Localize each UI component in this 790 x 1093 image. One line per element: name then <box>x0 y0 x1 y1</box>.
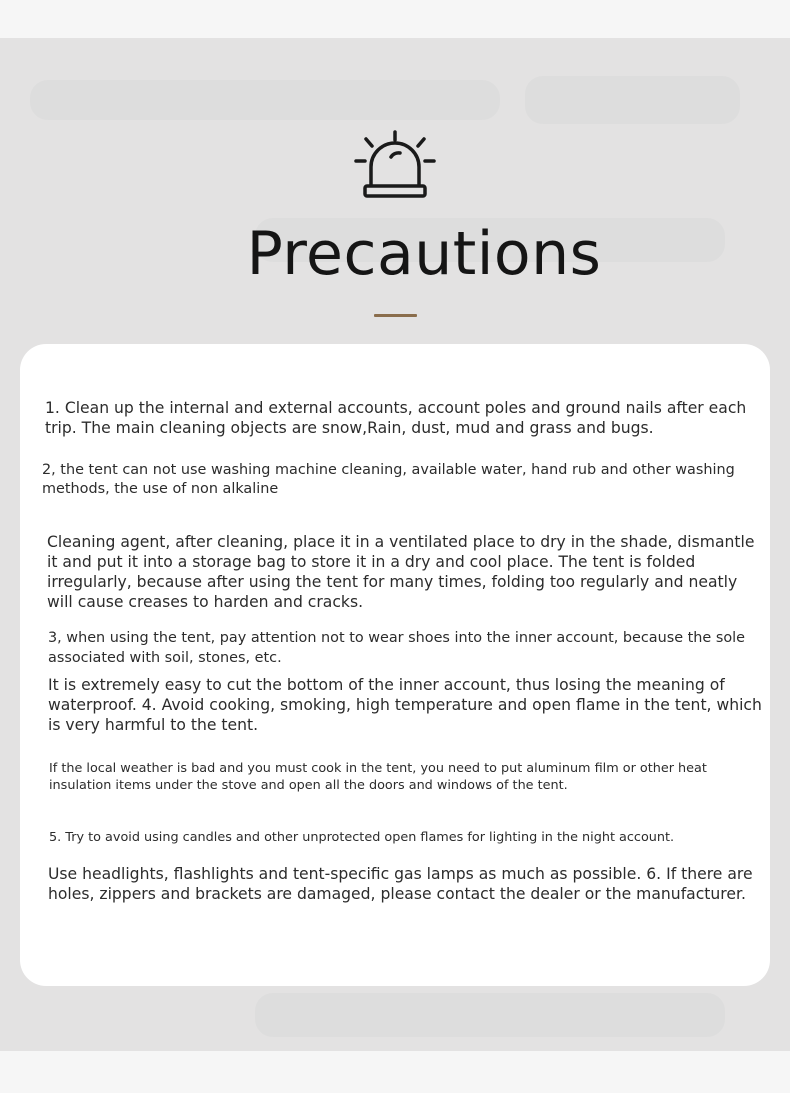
precaution-paragraph: Use headlights, flashlights and tent-specific gas lamps as much as possible. 6. If there are holes, zippers and brackets are damaged, please contact the dealer or the manufacturer. <box>48 865 753 903</box>
alarm-light-icon <box>353 129 437 199</box>
precaution-paragraph: 2, the tent can not use washing machine cleaning, available water, hand rub and other washing methods, the use of non alkaline <box>42 462 735 497</box>
precaution-paragraph: If the local weather is bad and you must cook in the tent, you need to put aluminum film or other heat insulation items under the stove and open all the doors and windows of the tent. <box>49 761 707 793</box>
watermark-band <box>255 993 725 1037</box>
bottom-strip <box>0 1051 790 1093</box>
precaution-paragraph: 3, when using the tent, pay attention not to wear shoes into the inner account, because the sole associated with soil, stones, etc. <box>48 630 745 666</box>
precaution-paragraph: 1. Clean up the internal and external accounts, account poles and ground nails after each trip. The main cleaning objects are snow,Rain, dust, mud and grass and bugs. <box>45 399 747 437</box>
top-strip <box>0 0 790 38</box>
precaution-paragraph: Cleaning agent, after cleaning, place it in a ventilated place to dry in the shade, dismantle it and put it into a storage bag to store it in a dry and cool place. The tent is folded irregularly, because after using the tent for many times, folding too regularly and neatly will cause creases to harden and cracks. <box>47 533 755 611</box>
title-divider <box>374 314 417 317</box>
watermark-band <box>525 76 740 124</box>
precaution-paragraph: It is extremely easy to cut the bottom of the inner account, thus losing the meaning of waterproof. 4. Avoid cooking, smoking, high temperature and open flame in the tent, which is very harmful to the tent. <box>48 676 762 734</box>
page-title: Precautions <box>246 219 602 289</box>
precaution-paragraph: 5. Try to avoid using candles and other unprotected open flames for lighting in the night account. <box>49 830 675 845</box>
watermark-band <box>30 80 500 120</box>
